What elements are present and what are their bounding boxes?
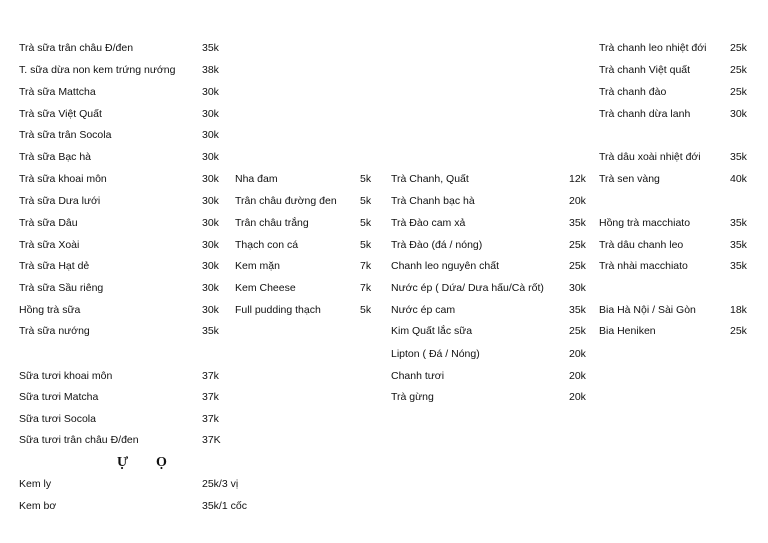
menu-item-name: Kim Quất lắc sữa bbox=[391, 325, 473, 337]
menu-item-price: 30k bbox=[202, 239, 219, 251]
menu-item-name: Trân châu trắng bbox=[235, 217, 309, 229]
menu-item-price: 20k bbox=[569, 348, 586, 360]
menu-item-price: 30k bbox=[202, 304, 219, 316]
menu-item-price: 35k bbox=[730, 217, 747, 229]
menu-item-price: 5k bbox=[360, 195, 372, 207]
menu-item-name: Kem Cheese bbox=[235, 282, 296, 294]
menu-item-name: Thạch con cá bbox=[235, 239, 299, 251]
menu-item-price: 18k bbox=[730, 304, 747, 316]
menu-item-price: 37k bbox=[202, 391, 219, 403]
menu-item-price: 35k/1 cốc bbox=[202, 500, 247, 512]
menu-item-name: Nha đam bbox=[235, 173, 278, 185]
menu-item-name: Bia Heniken bbox=[599, 325, 656, 337]
menu-item-price: 20k bbox=[569, 391, 586, 403]
menu-item-price: 25k/3 vị bbox=[202, 478, 239, 490]
menu-item-name: Sữa tươi trân châu Đ/đen bbox=[19, 434, 139, 446]
menu-item-name: Nước ép ( Dứa/ Dưa hấu/Cà rốt) bbox=[391, 282, 544, 294]
menu-item-name: Nước ép cam bbox=[391, 304, 456, 316]
menu-item-name: Trà sữa Hạt dẻ bbox=[19, 260, 90, 272]
menu-item-name: Trà sữa Xoài bbox=[19, 239, 80, 251]
menu-item-name: Sữa tươi Socola bbox=[19, 413, 96, 425]
menu-item-name: Trà sữa Dưa lưới bbox=[19, 195, 101, 207]
menu-item-price: 30k bbox=[202, 173, 219, 185]
menu-item-price: 7k bbox=[360, 282, 372, 294]
menu-item-name: Trà Chanh, Quất bbox=[391, 173, 469, 185]
heading-fragment-1: Ự bbox=[117, 455, 129, 470]
menu-item-price: 7k bbox=[360, 260, 372, 272]
menu-item-price: 20k bbox=[569, 370, 586, 382]
menu-item-price: 30k bbox=[202, 108, 219, 120]
menu-item-price: 25k bbox=[730, 42, 747, 54]
menu-item-price: 30k bbox=[202, 217, 219, 229]
menu-item-price: 25k bbox=[730, 64, 747, 76]
menu-item-price: 25k bbox=[730, 86, 747, 98]
menu-item-price: 35k bbox=[202, 325, 219, 337]
menu-item-name: Trà Chanh bạc hà bbox=[391, 195, 475, 207]
menu-item-price: 38k bbox=[202, 64, 219, 76]
menu-item-price: 37k bbox=[202, 370, 219, 382]
menu-item-price: 25k bbox=[569, 239, 586, 251]
menu-item-price: 35k bbox=[730, 239, 747, 251]
menu-item-name: Trà sữa Dâu bbox=[19, 217, 78, 229]
menu-item-price: 5k bbox=[360, 173, 372, 185]
menu-item-name: Hồng trà macchiato bbox=[599, 217, 691, 229]
menu-item-name: Trà gừng bbox=[391, 391, 434, 403]
menu-item-price: 5k bbox=[360, 239, 372, 251]
menu-item-name: Sữa tươi Matcha bbox=[19, 391, 99, 403]
menu-item-price: 30k bbox=[202, 195, 219, 207]
menu-item-price: 30k bbox=[202, 151, 219, 163]
menu-item-name: Trà sữa trân châu Đ/đen bbox=[19, 42, 134, 54]
menu-item-name: Kem bơ bbox=[19, 500, 57, 512]
menu-item-price: 35k bbox=[730, 260, 747, 272]
menu-item-name: Trân châu đường đen bbox=[235, 195, 337, 207]
menu-item-name: Bia Hà Nội / Sài Gòn bbox=[599, 304, 696, 316]
menu-item-name: Trà sữa Sầu riêng bbox=[19, 282, 104, 294]
menu-item-name: Trà chanh leo nhiệt đới bbox=[599, 42, 707, 54]
menu-item-name: Trà Đào cam xả bbox=[391, 217, 466, 229]
menu-item-price: 5k bbox=[360, 304, 372, 316]
heading-fragment-2: Ọ bbox=[156, 455, 167, 470]
menu-item-name: Trà sữa khoai môn bbox=[19, 173, 107, 185]
menu-item-name: Full pudding thạch bbox=[235, 304, 321, 316]
menu-item-price: 5k bbox=[360, 217, 372, 229]
menu-item-price: 12k bbox=[569, 173, 586, 185]
menu-item-name: Sữa tươi khoai môn bbox=[19, 370, 113, 382]
menu-item-name: Trà nhài macchiato bbox=[599, 260, 688, 272]
menu-item-name: Hồng trà sữa bbox=[19, 304, 81, 316]
menu-item-price: 35k bbox=[569, 304, 586, 316]
menu-item-price: 20k bbox=[569, 195, 586, 207]
menu-item-price: 30k bbox=[202, 260, 219, 272]
menu-item-name: Trà sữa nướng bbox=[19, 325, 90, 337]
menu-item-price: 37k bbox=[202, 413, 219, 425]
menu-item-price: 40k bbox=[730, 173, 747, 185]
menu-item-price: 30k bbox=[730, 108, 747, 120]
menu-item-name: Trà sen vàng bbox=[599, 173, 660, 185]
menu-item-name: T. sữa dừa non kem trứng nướng bbox=[19, 64, 176, 76]
menu-item-name: Lipton ( Đá / Nóng) bbox=[391, 348, 480, 360]
menu-item-name: Trà Đào (đá / nóng) bbox=[391, 239, 483, 251]
menu-item-name: Chanh tươi bbox=[391, 370, 445, 382]
menu-item-name: Trà sữa Mattcha bbox=[19, 86, 96, 98]
menu-item-price: 25k bbox=[569, 325, 586, 337]
menu-item-name: Chanh leo nguyên chất bbox=[391, 260, 499, 272]
menu-item-price: 37K bbox=[202, 434, 221, 446]
menu-item-price: 35k bbox=[569, 217, 586, 229]
menu-item-name: Trà chanh đào bbox=[599, 86, 667, 98]
menu-item-name: Kem mặn bbox=[235, 260, 280, 272]
menu-item-name: Trà dâu xoài nhiệt đới bbox=[599, 151, 701, 163]
menu-item-price: 35k bbox=[730, 151, 747, 163]
menu-item-name: Trà chanh dừa lanh bbox=[599, 108, 691, 120]
menu-item-name: Trà dâu chanh leo bbox=[599, 239, 684, 251]
menu-item-price: 30k bbox=[202, 282, 219, 294]
menu-item-name: Trà sữa trân Socola bbox=[19, 129, 112, 141]
menu-item-price: 25k bbox=[569, 260, 586, 272]
menu-item-price: 30k bbox=[202, 86, 219, 98]
menu-item-price: 30k bbox=[569, 282, 586, 294]
menu-item-name: Kem ly bbox=[19, 478, 52, 490]
menu-item-price: 35k bbox=[202, 42, 219, 54]
menu-item-name: Trà chanh Việt quất bbox=[599, 64, 691, 76]
menu-item-name: Trà sữa Bạc hà bbox=[19, 151, 92, 163]
menu-item-name: Trà sữa Việt Quất bbox=[19, 108, 102, 120]
menu-item-price: 30k bbox=[202, 129, 219, 141]
menu-item-price: 25k bbox=[730, 325, 747, 337]
